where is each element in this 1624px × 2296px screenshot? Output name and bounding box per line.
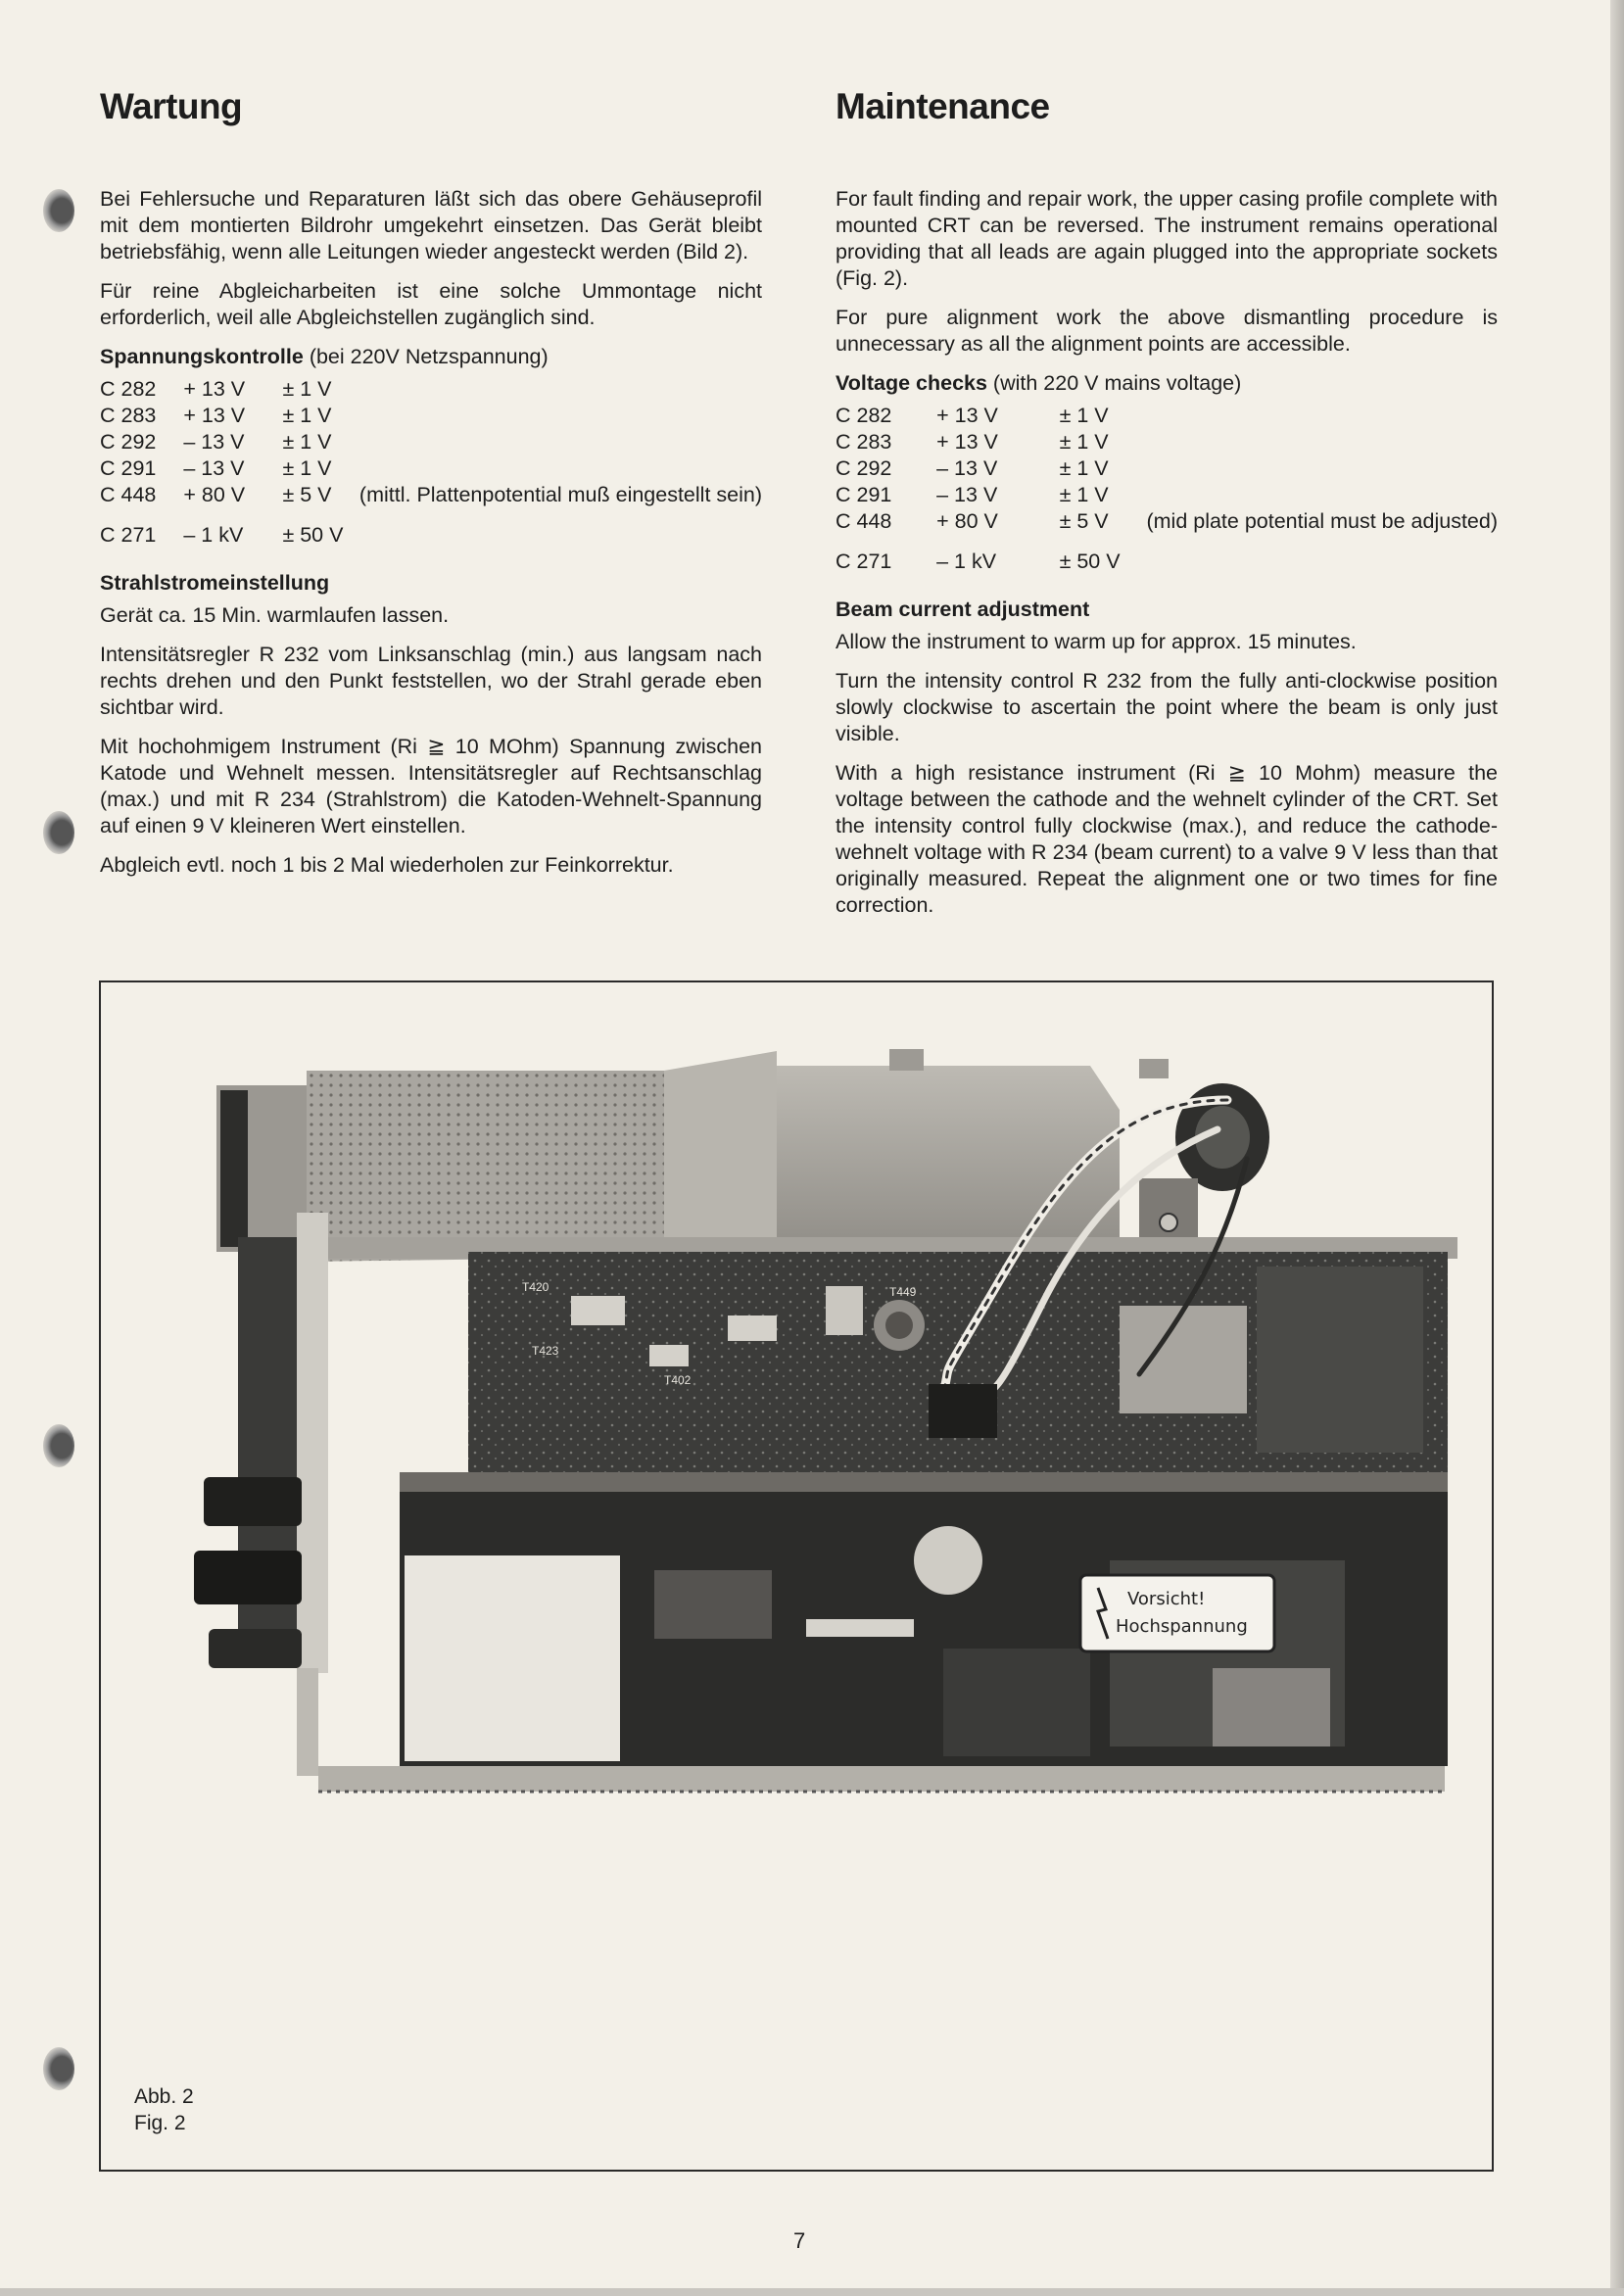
- voltage-check-heading: [100, 344, 762, 370]
- voltage-value: + 13 V: [936, 430, 998, 454]
- voltage-table: [100, 376, 762, 549]
- voltage-row: [836, 508, 1498, 535]
- voltage-note: [359, 376, 762, 403]
- voltage-tolerance: ± 1 V: [1059, 404, 1109, 427]
- paragraph: For fault finding and repair work, the upper casing profile complete with mounted CRT can be reversed. The instrument remains operational providing that all leads are again plugged into the appropriate sockets (Fig. 2).: [836, 187, 1498, 290]
- voltage-note: (mittl. Plattenpotential muß eingestellt sein): [358, 483, 762, 506]
- voltage-check-condition: (bei 220V Netzspannung): [303, 345, 549, 368]
- board-label: T420: [522, 1280, 549, 1294]
- voltage-tolerance: ± 50 V: [282, 523, 344, 547]
- voltage-value: + 13 V: [936, 404, 998, 427]
- high-voltage-warning-label: [1080, 1575, 1274, 1651]
- voltage-note: [1146, 403, 1498, 429]
- voltage-note: [359, 429, 762, 455]
- voltage-table: [836, 403, 1498, 575]
- figure-frame: [99, 981, 1494, 2172]
- voltage-note: [1146, 535, 1498, 575]
- voltage-check-title: Spannungskontrolle: [100, 345, 304, 368]
- voltage-value: + 13 V: [183, 404, 246, 427]
- casing-perforated-panel: [307, 1071, 664, 1262]
- voltage-row: [100, 455, 762, 482]
- voltage-note: [359, 403, 762, 429]
- paragraph: With a high resistance instrument (Ri ≧ 10 Mohm) measure the voltage between the cathode and the wehnelt cylinder of the CRT. Set the intensity control fully clockwise (max.), and reduce the cathode-wehnelt voltage with R 234 (beam current) to a valve 9 V less than that originally measured. Repeat the alignment one or two times for fine correction.: [836, 761, 1498, 917]
- voltage-tolerance: ± 1 V: [1059, 483, 1109, 506]
- voltage-value: – 13 V: [183, 456, 245, 480]
- paragraph: Mit hochohmigem Instrument (Ri ≧ 10 MOhm) Spannung zwischen Katode und Wehnelt messen. Intensitätsregler auf Rechtsanschlag (max.) und mit R 234 (Strahlstrom) die Katoden-Wehnelt-Spannung auf einen 9 V kleineren Wert einstellen.: [100, 735, 762, 837]
- page-number: 7: [793, 2228, 806, 2253]
- fuse-holder: [914, 1526, 982, 1595]
- figure-caption: [134, 2083, 194, 2136]
- voltage-note: (mid plate potential must be adjusted): [1146, 509, 1498, 533]
- voltage-tolerance: ± 5 V: [282, 483, 332, 506]
- paragraph: Für reine Abgleicharbeiten ist eine solche Ummontage nicht erforderlich, weil alle Abgleichstellen zugänglich sind.: [100, 279, 762, 329]
- capacitor-ref: C 282: [836, 404, 892, 427]
- voltage-value: – 13 V: [183, 430, 245, 454]
- board-label: T449: [889, 1285, 917, 1299]
- voltage-row: [836, 403, 1498, 429]
- paragraph: Abgleich evtl. noch 1 bis 2 Mal wiederholen zur Feinkorrektur.: [100, 853, 674, 877]
- transformer: [1120, 1306, 1247, 1413]
- lower-board: [400, 1472, 1448, 1766]
- section-title: Maintenance: [836, 86, 1050, 126]
- voltage-row: [836, 535, 1498, 575]
- control-knob: [194, 1551, 302, 1604]
- punch-hole: [43, 811, 74, 854]
- voltage-row: [100, 508, 762, 549]
- bottom-edge: [0, 2288, 1624, 2296]
- board-label: T423: [532, 1344, 559, 1358]
- punch-hole: [43, 2047, 74, 2090]
- warning-label-text: Hochspannung: [1116, 1616, 1248, 1637]
- casing-side: [664, 1051, 777, 1262]
- voltage-value: – 1 kV: [936, 550, 997, 573]
- punch-hole: [43, 189, 74, 232]
- paragraph: For pure alignment work the above dismantling procedure is unnecessary as all the alignment points are accessible.: [836, 306, 1498, 356]
- voltage-value: + 80 V: [936, 509, 998, 533]
- voltage-value: – 1 kV: [183, 523, 244, 547]
- capacitor-ref: C 282: [100, 377, 157, 401]
- beam-current-heading: [836, 597, 1498, 623]
- capacitor-ref: C 283: [836, 430, 892, 454]
- capacitor-ref: C 292: [100, 430, 157, 454]
- voltage-tolerance: ± 1 V: [282, 404, 332, 427]
- voltage-value: + 80 V: [183, 483, 246, 506]
- capacitor-ref: C 291: [100, 456, 157, 480]
- voltage-row: [100, 429, 762, 455]
- capacitor-ref: C 271: [100, 523, 157, 547]
- capacitor-ref: C 271: [836, 550, 892, 573]
- voltage-tolerance: ± 1 V: [282, 456, 332, 480]
- connector: [929, 1384, 997, 1438]
- voltage-row: [100, 403, 762, 429]
- hv-transformer: [1213, 1668, 1330, 1746]
- voltage-value: + 13 V: [183, 377, 246, 401]
- paragraph: Bei Fehlersuche und Reparaturen läßt sich das obere Gehäuseprofil mit dem montierten Bildrohr umgekehrt einsetzen. Das Gerät bleibt betriebsfähig, wenn alle Leitungen wieder angesteckt werden (Bild 2).: [100, 187, 762, 263]
- paragraph: Allow the instrument to warm up for approx. 15 minutes.: [836, 630, 1357, 653]
- german-column: [100, 86, 762, 891]
- voltage-tolerance: ± 1 V: [1059, 456, 1109, 480]
- voltage-row: [100, 482, 762, 508]
- front-panel-frame: [297, 1213, 328, 1673]
- capacitor-ref: C 292: [836, 456, 892, 480]
- capacitor-ref: C 448: [100, 483, 157, 506]
- paragraph: Gerät ca. 15 Min. warmlaufen lassen.: [100, 603, 450, 627]
- voltage-note: [359, 508, 762, 549]
- voltage-row: [836, 455, 1498, 482]
- voltage-value: – 13 V: [936, 483, 998, 506]
- paragraph: Intensitätsregler R 232 vom Linksanschlag (min.) aus langsam nach rechts drehen und den Punkt feststellen, wo der Strahl gerade eben sichtbar wird.: [100, 643, 762, 719]
- main-pcb: [468, 1252, 1448, 1472]
- voltage-tolerance: ± 1 V: [282, 430, 332, 454]
- english-column: [836, 86, 1498, 932]
- beam-current-title: Beam current adjustment: [836, 598, 1090, 621]
- voltage-check-title: Voltage checks: [836, 371, 987, 395]
- voltage-note: [1146, 455, 1498, 482]
- voltage-note: [1146, 482, 1498, 508]
- voltage-tolerance: ± 5 V: [1059, 509, 1109, 533]
- voltage-note: [359, 455, 762, 482]
- voltage-row: [836, 429, 1498, 455]
- bottom-rail: [318, 1766, 1445, 1792]
- shield-plate: [405, 1555, 620, 1761]
- voltage-tolerance: ± 1 V: [282, 377, 332, 401]
- beam-current-heading: [100, 570, 762, 597]
- figure-caption-en: Fig. 2: [134, 2112, 186, 2134]
- paragraph: Turn the intensity control R 232 from the fully anti-clockwise position slowly clockwise to ascertain the point where the beam is only just visible.: [836, 669, 1498, 745]
- crt-face: [220, 1090, 248, 1247]
- voltage-value: – 13 V: [936, 456, 998, 480]
- instrument-photo: [101, 982, 1492, 2170]
- beam-current-title: Strahlstromeinstellung: [100, 571, 330, 595]
- casing-plate: [777, 1066, 1120, 1257]
- control-knob: [209, 1629, 302, 1668]
- board-label: T402: [664, 1373, 692, 1387]
- capacitor-ref: C 448: [836, 509, 892, 533]
- section-title: Wartung: [100, 86, 243, 126]
- control-knob: [204, 1477, 302, 1526]
- voltage-note: [1146, 429, 1498, 455]
- voltage-row: [836, 482, 1498, 508]
- voltage-row: [100, 376, 762, 403]
- punch-hole: [43, 1424, 74, 1467]
- page-edge: [1610, 0, 1624, 2296]
- voltage-check-heading: [836, 370, 1498, 397]
- voltage-tolerance: ± 1 V: [1059, 430, 1109, 454]
- capacitor-ref: C 283: [100, 404, 157, 427]
- capacitor-ref: C 291: [836, 483, 892, 506]
- warning-label-text: Vorsicht!: [1127, 1589, 1206, 1609]
- voltage-tolerance: ± 50 V: [1059, 550, 1121, 573]
- figure-caption-de: Abb. 2: [134, 2085, 194, 2108]
- voltage-check-condition: (with 220 V mains voltage): [986, 371, 1242, 395]
